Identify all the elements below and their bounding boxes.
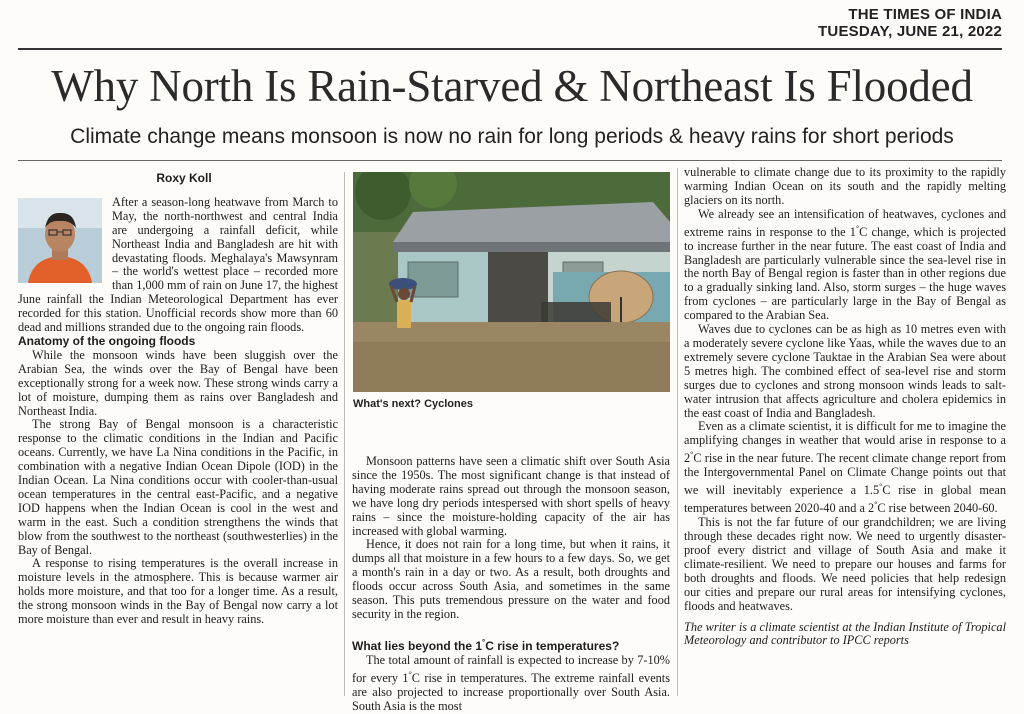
column-divider (344, 172, 345, 696)
degree-sign: ° (690, 450, 694, 460)
paragraph: The strong Bay of Bengal monsoon is a characteristic response to the climatic conditions in the Indian and Pacific oceans. Currently, we have La Nina conditions in the Pacific, in combination with a negative Indian Ocean Dipole (IOD) in the Indian Ocean. La Nina conditions occur with cooler-than-usual ocean temperatures in the central east-Pacific, and a negative IOD happens when the Indian Ocean is cool in the west and warm in the east. Such a condition strengthens the winds that blow from the southwest to the northeast (southwesterlies) in the Bay of Bengal. (18, 417, 338, 557)
headline: Why North Is Rain-Starved & Northeast Is Flooded (51, 61, 973, 111)
paragraph: Even as a climate scientist, it is difficult for me to imagine the amplifying changes in weather that would arise in response to a 2°C rise in the near future. The recent climate change report from the Intergovernmental Panel on Climate Change points out that we will inevitably experience a 1.5°C rise in global mean temperatures between 2020-40 and a 2°C rise between 2040-60. (684, 419, 1006, 516)
author-portrait-image (18, 198, 102, 283)
degree-sign: ° (874, 500, 878, 510)
column-divider (677, 168, 678, 696)
paragraph: Monsoon patterns have seen a climatic shift over South Asia since the 1950s. The most significant change is that instead of having moderate rains spread out through the monsoon season, we have long dry periods intespersed with short spells of heavy rains – since the moisture-holding capacity of the air has increased with global warming. (352, 454, 670, 538)
masthead (818, 6, 1002, 40)
paragraph: vulnerable to climate change due to its proximity to the rapidly warming Indian Ocean on its south and the rapidly melting glaciers on its north. (684, 165, 1006, 207)
flood-photo (353, 172, 670, 392)
paragraph: Waves due to cyclones can be as high as 10 metres even with a moderately severe cyclone like Yaas, while the waves due to an extremely severe cyclone Tauktae in the Arabian Sea were about 5 metres high. The combined effect of sea-level rise and storm surges due to cyclones and strong monsoon winds leads to salt-water intrusion that affects agriculture and cholera epidemics in the east coast of India and Bangladesh. (684, 322, 1006, 420)
top-rule (18, 48, 1002, 50)
intro-paragraph: After a season-long heatwave from March to May, the north-northwest and central India are undergoing a rainfall deficit, while Northeast India and Bangladesh are hit with devastating floods. Meghalaya's Mawsynram – the world's wettest place – recorded more than 1,000 mm of rain on June 17, the highest June rainfall the Indian Meteorological Department has ever recorded for this station. Unofficial records show more than 60 dead and millions stranded due to the ongoing rain floods. (18, 194, 338, 335)
paragraph: The total amount of rainfall is expected to increase by 7-10% for every 1°C rise in temperatures. The extreme rainfall events are also projected to increase proportionally over South Asia. South Asia is the most (352, 652, 670, 713)
issue-date: TUESDAY, JUNE 21, 2022 (818, 23, 1002, 40)
paragraph: We already see an intensification of heatwaves, cyclones and extreme rains in response to the 1°C change, which is projected to increase further in the near future. The east coast of India and Bangladesh are particularly vulnerable since the sea-level rise in the north Bay of Bengal region is faster than in other regions due to a gradually sinking land. Also, storm surges – the huge waves from cyclones – are particularly large in the Bay of Bengal as compared to the Arabian Sea. (684, 206, 1006, 323)
flood-scene-image (353, 172, 670, 392)
degree-sign: ° (855, 223, 860, 233)
degree-sign: ° (879, 482, 883, 492)
paragraph: A response to rising temperatures is the overall increase in moisture levels in the atmosphere. This is because warmer air holds more moisture, and that too for a longer time. As a result, the strong monsoon winds in the Bay of Bengal now carry a lot more moisture than ever and result in heavy rains. (18, 556, 338, 627)
deck-subheadline: Climate change means monsoon is now no rain for long periods & heavy rains for short periods (70, 125, 954, 148)
degree-sign: ° (482, 637, 486, 647)
deck-rule (18, 160, 1002, 161)
paragraph: Hence, it does not rain for a long time, but when it rains, it dumps all that moisture in a few hours to a few days. So, we get a month's rain in a day or two. As a result, both droughts and floods occur across South Asia, and sometimes in the same season. This puts tremendous pressure on the water and food security in the region. (352, 537, 670, 621)
degree-sign: ° (408, 669, 412, 679)
byline: Roxy Koll (156, 171, 212, 185)
paragraph: While the monsoon winds have been sluggish over the Arabian Sea, the winds over the Bay of Bengal have been exceptionally strong for a week now. These strong winds carry a lot of moisture, dumping them as rains over Bangladesh and Northeast India. (18, 347, 338, 418)
photo-caption: What's next? Cyclones (353, 398, 473, 410)
column-1 (18, 172, 338, 627)
column-3 (684, 166, 1006, 647)
author-credit: The writer is a climate scientist at the Indian Institute of Tropical Meteorology and contributor to IPCC reports (684, 620, 1006, 648)
subhead-anatomy: Anatomy of the ongoing floods (18, 333, 196, 348)
subhead-beyond-1c: What lies beyond the 1°C rise in temperatures? (352, 637, 620, 653)
column-2 (352, 455, 670, 714)
paragraph: This is not the far future of our grandchildren; we are living through these decades right now. We need to urgently disaster-proof every district and village of South Asia and make it climate-resilient. We need to prepare our houses and farms for both droughts and floods. We need policies that help redesign our cities and prepare our rural areas for intensifying cyclones, floods and heatwaves. (684, 515, 1006, 613)
author-photo (18, 198, 102, 283)
paper-name: THE TIMES OF INDIA (848, 6, 1002, 23)
